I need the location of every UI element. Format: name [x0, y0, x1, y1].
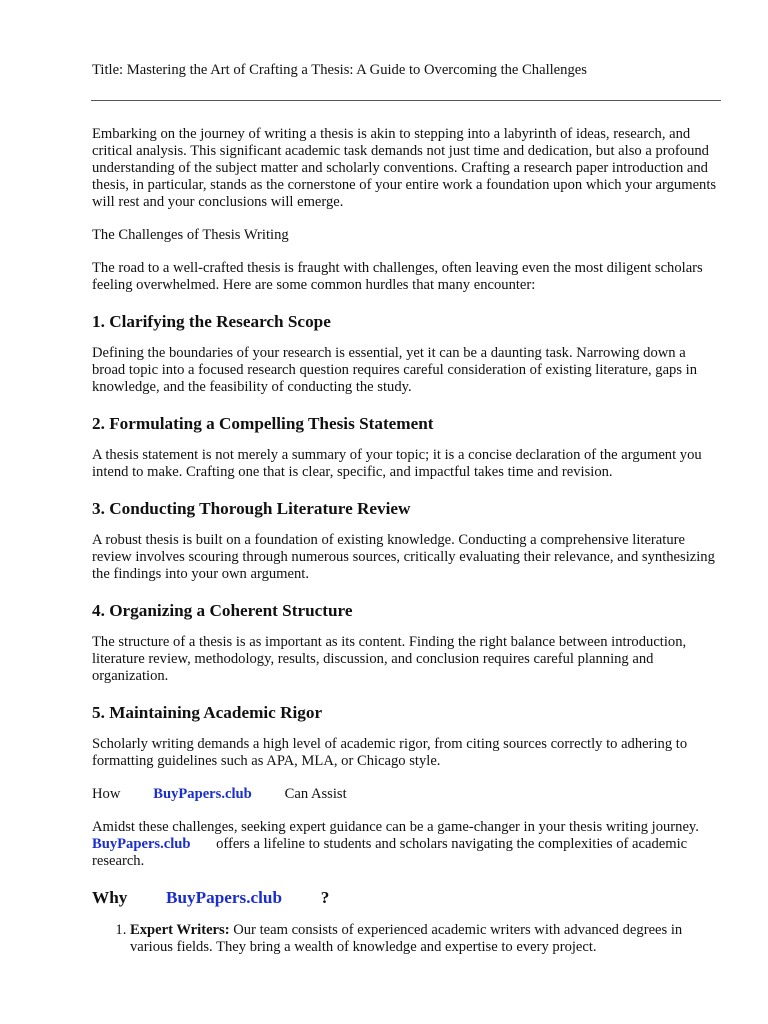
section-body-3: A robust thesis is built on a foundation of existing knowledge. Conducting a comprehensive literature review involves scouring through numerous sources, critically evaluating their relevance, and synthesizing the findings into your own argument.	[92, 532, 715, 582]
why-heading	[92, 888, 722, 908]
section-body-1: Defining the boundaries of your research is essential, yet it can be a daunting task. Narrowing down a broad topic into a focused research question requires careful consideration of existing literature, gaps in knowledge, and the feasibility of conducting the study.	[92, 345, 698, 395]
intro-paragraph: Embarking on the journey of writing a thesis is akin to stepping into a labyrinth of ideas, research, and critical analysis. This significant academic task demands not just time and dedication, but also a profound understanding of the subject matter and scholarly conventions. Crafting a research paper introduction and thesis, in particular, stands as the cornerstone of your entire work a foundation upon which your arguments will rest and your conclusions will emerge.	[92, 126, 717, 210]
list-item-label: Expert Writers:	[130, 922, 230, 938]
amidst-link[interactable]: BuyPapers.club	[92, 836, 191, 852]
title-divider	[91, 100, 721, 101]
how-line	[92, 786, 722, 803]
amidst-before: Amidst these challenges, seeking expert guidance can be a game-changer in your thesis writing journey.	[92, 819, 699, 835]
list-item-text: Our team consists of experienced academic writers with advanced degrees in various fields. They bring a wealth of knowledge and expertise to every project.	[130, 922, 683, 955]
section-heading-3: 3. Conducting Thorough Literature Review	[92, 499, 411, 518]
section-heading-4: 4. Organizing a Coherent Structure	[92, 601, 353, 620]
why-link[interactable]: BuyPapers.club	[166, 888, 283, 907]
challenges-intro: The road to a well-crafted thesis is fraught with challenges, often leaving even the most diligent scholars feeling overwhelmed. Here are some common hurdles that many encounter:	[92, 260, 703, 293]
amidst-after: offers a lifeline to students and scholars navigating the complexities of academic research.	[92, 836, 688, 869]
why-prefix: Why	[92, 888, 128, 907]
section-heading-1: 1. Clarifying the Research Scope	[92, 312, 331, 331]
how-prefix: How	[92, 786, 121, 802]
section-heading-2: 2. Formulating a Compelling Thesis Statement	[92, 414, 434, 433]
section-body-5: Scholarly writing demands a high level of academic rigor, from citing sources correctly to adhering to formatting guidelines such as APA, MLA, or Chicago style.	[92, 736, 688, 769]
document-page	[92, 62, 722, 956]
how-suffix: Can Assist	[284, 786, 347, 802]
section-body-4: The structure of a thesis is as important as its content. Finding the right balance between introduction, literature review, methodology, results, discussion, and conclusion requires careful planning and organization.	[92, 634, 687, 684]
section-body-2: A thesis statement is not merely a summary of your topic; it is a concise declaration of the argument you intend to make. Crafting one that is clear, specific, and impactful takes time and revision.	[92, 447, 702, 480]
document-title: Title: Mastering the Art of Crafting a Thesis: A Guide to Overcoming the Challenges	[92, 62, 587, 78]
reasons-list	[92, 922, 722, 956]
amidst-paragraph	[92, 819, 722, 870]
list-item	[130, 922, 722, 956]
how-link[interactable]: BuyPapers.club	[153, 786, 252, 802]
challenges-heading: The Challenges of Thesis Writing	[92, 227, 289, 243]
section-heading-5: 5. Maintaining Academic Rigor	[92, 703, 323, 722]
why-suffix: ?	[320, 888, 330, 907]
